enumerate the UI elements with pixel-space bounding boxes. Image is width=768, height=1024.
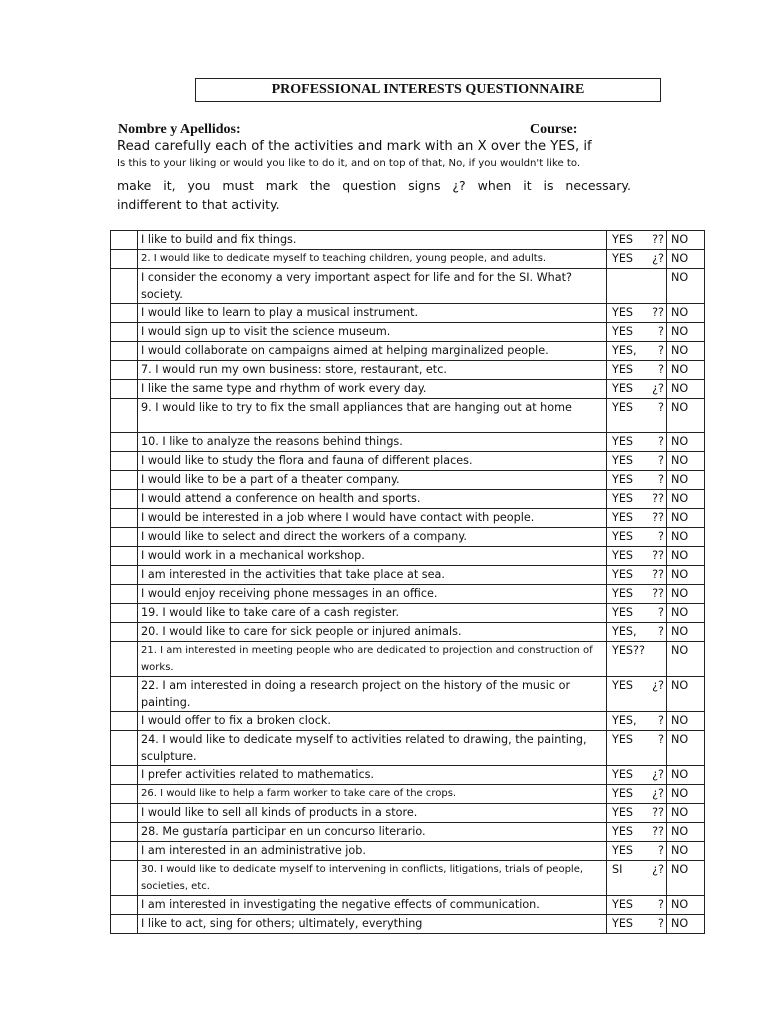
no-option[interactable]: NO bbox=[667, 528, 705, 547]
row-number-cell bbox=[111, 250, 138, 269]
row-number-cell bbox=[111, 361, 138, 380]
row-number-cell bbox=[111, 342, 138, 361]
yes-option[interactable]: SI bbox=[612, 863, 623, 876]
table-row bbox=[111, 509, 705, 528]
row-number-cell bbox=[111, 547, 138, 566]
table-row bbox=[111, 471, 705, 490]
table-row bbox=[111, 361, 705, 380]
yes-option[interactable]: YES bbox=[612, 435, 634, 448]
question-mark-option[interactable]: ? bbox=[658, 473, 664, 486]
row-number-cell bbox=[111, 380, 138, 399]
row-number-cell bbox=[111, 399, 138, 433]
yes-option[interactable]: YES bbox=[612, 454, 634, 467]
question-mark-option[interactable]: ? bbox=[658, 401, 664, 414]
question-mark-option[interactable]: ?? bbox=[652, 306, 664, 319]
table-row bbox=[111, 642, 705, 677]
yes-cell[interactable] bbox=[607, 380, 667, 399]
question-mark-option[interactable]: ¿? bbox=[652, 863, 664, 876]
yes-option[interactable]: YES bbox=[612, 549, 634, 562]
table-row bbox=[111, 231, 705, 250]
yes-cell[interactable] bbox=[607, 642, 667, 677]
yes-cell[interactable] bbox=[607, 896, 667, 915]
activity-text: I would collaborate on campaigns aimed at helping marginalized people. bbox=[138, 342, 607, 361]
row-number-cell bbox=[111, 642, 138, 677]
question-mark-option[interactable]: ? bbox=[658, 435, 664, 448]
activity-text: I am interested in an administrative job. bbox=[138, 842, 607, 861]
yes-cell[interactable] bbox=[607, 528, 667, 547]
activity-text: 2. I would like to dedicate myself to teaching children, young people, and adults. bbox=[138, 250, 607, 269]
question-mark-option[interactable]: ? bbox=[658, 733, 664, 746]
question-mark-option[interactable]: ? bbox=[658, 917, 664, 930]
yes-cell[interactable] bbox=[607, 452, 667, 471]
yes-option[interactable]: YES bbox=[612, 917, 634, 930]
question-mark-option[interactable]: ? bbox=[658, 625, 664, 638]
page-title: PROFESSIONAL INTERESTS QUESTIONNAIRE bbox=[195, 78, 661, 102]
no-option[interactable]: NO bbox=[667, 712, 705, 731]
question-mark-option[interactable]: ¿? bbox=[652, 252, 664, 265]
name-label: Nombre y Apellidos: bbox=[118, 122, 241, 137]
yes-cell[interactable] bbox=[607, 677, 667, 712]
no-option[interactable]: NO bbox=[667, 604, 705, 623]
activity-text: I would like to learn to play a musical instrument. bbox=[138, 304, 607, 323]
question-mark-option[interactable]: ?? bbox=[652, 492, 664, 505]
table-row bbox=[111, 528, 705, 547]
no-option[interactable]: NO bbox=[667, 231, 705, 250]
no-option[interactable]: NO bbox=[667, 342, 705, 361]
row-number-cell bbox=[111, 471, 138, 490]
no-option[interactable]: NO bbox=[667, 896, 705, 915]
yes-cell[interactable] bbox=[607, 804, 667, 823]
no-option[interactable]: NO bbox=[667, 804, 705, 823]
yes-cell[interactable] bbox=[607, 231, 667, 250]
yes-cell[interactable] bbox=[607, 304, 667, 323]
activity-text: 28. Me gustaría participar en un concurso literario. bbox=[138, 823, 607, 842]
activity-text: I would sign up to visit the science museum. bbox=[138, 323, 607, 342]
table-row bbox=[111, 566, 705, 585]
table-row bbox=[111, 490, 705, 509]
no-option[interactable]: NO bbox=[667, 323, 705, 342]
row-number-cell bbox=[111, 731, 138, 766]
question-mark-option[interactable]: ¿? bbox=[652, 768, 664, 781]
no-option[interactable]: NO bbox=[667, 304, 705, 323]
yes-option[interactable]: YES bbox=[612, 401, 634, 414]
instruction-line: indifferent to that activity. bbox=[117, 197, 280, 212]
activity-text: I would offer to fix a broken clock. bbox=[138, 712, 607, 731]
table-row bbox=[111, 731, 705, 766]
instruction-line: Is this to your liking or would you like to do it, and on top of that, No, if you wouldn't like to. bbox=[117, 158, 581, 169]
yes-cell[interactable] bbox=[607, 323, 667, 342]
yes-cell[interactable] bbox=[607, 842, 667, 861]
yes-option[interactable]: YES bbox=[612, 473, 634, 486]
row-number-cell bbox=[111, 712, 138, 731]
table-row bbox=[111, 604, 705, 623]
no-option[interactable]: NO bbox=[667, 642, 705, 677]
activity-text: I consider the economy a very important aspect for life and for the SI. What? society. bbox=[138, 269, 607, 304]
question-mark-option[interactable]: ? bbox=[658, 844, 664, 857]
table-row bbox=[111, 785, 705, 804]
table-row bbox=[111, 547, 705, 566]
table-row bbox=[111, 250, 705, 269]
question-mark-option[interactable]: ? bbox=[658, 363, 664, 376]
question-mark-option[interactable]: ¿? bbox=[652, 787, 664, 800]
yes-option[interactable]: YES bbox=[612, 382, 634, 395]
row-number-cell bbox=[111, 528, 138, 547]
yes-option[interactable]: YES bbox=[612, 511, 634, 524]
row-number-cell bbox=[111, 452, 138, 471]
no-option[interactable]: NO bbox=[667, 452, 705, 471]
no-option[interactable]: NO bbox=[667, 766, 705, 785]
activity-text: I would attend a conference on health and sports. bbox=[138, 490, 607, 509]
yes-option[interactable]: YES, bbox=[612, 344, 637, 357]
instruction-line: Read carefully each of the activities and mark with an X over the YES, if bbox=[117, 139, 592, 154]
yes-option[interactable]: YES bbox=[612, 898, 634, 911]
no-option[interactable]: NO bbox=[667, 380, 705, 399]
no-option[interactable]: NO bbox=[667, 915, 705, 934]
table-row bbox=[111, 766, 705, 785]
row-number-cell bbox=[111, 585, 138, 604]
question-mark-option[interactable]: ? bbox=[658, 714, 664, 727]
question-mark-option[interactable]: ?? bbox=[652, 511, 664, 524]
activity-text: 26. I would like to help a farm worker to take care of the crops. bbox=[138, 785, 607, 804]
no-option[interactable]: NO bbox=[667, 250, 705, 269]
yes-option[interactable]: YES, bbox=[612, 625, 637, 638]
no-option[interactable]: NO bbox=[667, 677, 705, 712]
yes-option[interactable]: YES bbox=[612, 233, 634, 246]
yes-cell[interactable] bbox=[607, 915, 667, 934]
yes-cell[interactable] bbox=[607, 471, 667, 490]
yes-option[interactable]: YES bbox=[612, 825, 634, 838]
yes-cell[interactable] bbox=[607, 342, 667, 361]
row-number-cell bbox=[111, 490, 138, 509]
activity-text: 30. I would like to dedicate myself to intervening in conflicts, litigations, trials of people, societies, etc. bbox=[138, 861, 607, 896]
activity-text: 21. I am interested in meeting people who are dedicated to projection and construction of works. bbox=[138, 642, 607, 677]
activity-text: I would like to study the flora and fauna of different places. bbox=[138, 452, 607, 471]
question-mark-option[interactable]: ? bbox=[658, 325, 664, 338]
yes-cell[interactable] bbox=[607, 433, 667, 452]
table-row bbox=[111, 304, 705, 323]
yes-cell[interactable] bbox=[607, 490, 667, 509]
activity-text: I would be interested in a job where I would have contact with people. bbox=[138, 509, 607, 528]
table-row bbox=[111, 823, 705, 842]
activity-text: I would work in a mechanical workshop. bbox=[138, 547, 607, 566]
instruction-line: make it, you must mark the question signs ¿? when it is necessary. bbox=[117, 178, 631, 193]
table-row bbox=[111, 861, 705, 896]
table-row bbox=[111, 585, 705, 604]
yes-cell[interactable] bbox=[607, 712, 667, 731]
row-number-cell bbox=[111, 509, 138, 528]
activity-text: I would enjoy receiving phone messages in an office. bbox=[138, 585, 607, 604]
activity-text: 10. I like to analyze the reasons behind things. bbox=[138, 433, 607, 452]
yes-cell[interactable] bbox=[607, 547, 667, 566]
question-mark-option[interactable]: ¿? bbox=[652, 382, 664, 395]
yes-cell[interactable] bbox=[607, 250, 667, 269]
yes-option[interactable]: YES bbox=[612, 587, 634, 600]
activity-text: 7. I would run my own business: store, restaurant, etc. bbox=[138, 361, 607, 380]
row-number-cell bbox=[111, 823, 138, 842]
yes-cell[interactable] bbox=[607, 731, 667, 766]
yes-cell[interactable] bbox=[607, 361, 667, 380]
no-option[interactable]: NO bbox=[667, 399, 705, 433]
yes-option[interactable]: YES?? bbox=[612, 644, 645, 657]
row-number-cell bbox=[111, 896, 138, 915]
no-option[interactable]: NO bbox=[667, 623, 705, 642]
row-number-cell bbox=[111, 304, 138, 323]
activity-text: I would like to be a part of a theater company. bbox=[138, 471, 607, 490]
activity-text: I would like to sell all kinds of products in a store. bbox=[138, 804, 607, 823]
table-row bbox=[111, 896, 705, 915]
question-mark-option[interactable]: ? bbox=[658, 344, 664, 357]
yes-cell[interactable] bbox=[607, 766, 667, 785]
question-mark-option[interactable]: ? bbox=[658, 530, 664, 543]
yes-option[interactable]: YES bbox=[612, 492, 634, 505]
yes-cell[interactable] bbox=[607, 399, 667, 433]
question-mark-option[interactable]: ?? bbox=[652, 825, 664, 838]
yes-option[interactable]: YES bbox=[612, 252, 634, 265]
row-number-cell bbox=[111, 269, 138, 304]
yes-option[interactable]: YES bbox=[612, 768, 634, 781]
yes-option[interactable]: YES, bbox=[612, 714, 637, 727]
course-label: Course: bbox=[530, 122, 578, 137]
yes-option[interactable]: YES bbox=[612, 606, 634, 619]
yes-cell[interactable] bbox=[607, 269, 667, 304]
table-row bbox=[111, 452, 705, 471]
yes-option[interactable]: YES bbox=[612, 787, 634, 800]
row-number-cell bbox=[111, 566, 138, 585]
no-option[interactable]: NO bbox=[667, 433, 705, 452]
yes-option[interactable]: YES bbox=[612, 733, 634, 746]
yes-option[interactable]: YES bbox=[612, 363, 634, 376]
activity-text: I would like to select and direct the workers of a company. bbox=[138, 528, 607, 547]
activity-text: 20. I would like to care for sick people or injured animals. bbox=[138, 623, 607, 642]
no-option[interactable]: NO bbox=[667, 566, 705, 585]
table-row bbox=[111, 323, 705, 342]
table-row bbox=[111, 677, 705, 712]
table-row bbox=[111, 269, 705, 304]
no-option[interactable]: NO bbox=[667, 471, 705, 490]
question-mark-option[interactable]: ?? bbox=[652, 549, 664, 562]
activity-text: I like to build and fix things. bbox=[138, 231, 607, 250]
row-number-cell bbox=[111, 677, 138, 712]
row-number-cell bbox=[111, 433, 138, 452]
yes-cell[interactable] bbox=[607, 585, 667, 604]
table-row bbox=[111, 623, 705, 642]
questionnaire-table bbox=[110, 230, 705, 934]
yes-cell[interactable] bbox=[607, 785, 667, 804]
question-mark-option[interactable]: ?? bbox=[652, 806, 664, 819]
question-mark-option[interactable]: ¿? bbox=[652, 679, 664, 692]
yes-cell[interactable] bbox=[607, 823, 667, 842]
yes-option[interactable]: YES bbox=[612, 530, 634, 543]
yes-option[interactable]: YES bbox=[612, 325, 634, 338]
row-number-cell bbox=[111, 604, 138, 623]
activity-text: 19. I would like to take care of a cash register. bbox=[138, 604, 607, 623]
no-option[interactable]: NO bbox=[667, 861, 705, 896]
activity-text: 24. I would like to dedicate myself to activities related to drawing, the painting, sculpture. bbox=[138, 731, 607, 766]
question-mark-option[interactable]: ? bbox=[658, 898, 664, 911]
row-number-cell bbox=[111, 231, 138, 250]
row-number-cell bbox=[111, 804, 138, 823]
table-row bbox=[111, 380, 705, 399]
activity-text: 22. I am interested in doing a research project on the history of the music or painting. bbox=[138, 677, 607, 712]
row-number-cell bbox=[111, 623, 138, 642]
row-number-cell bbox=[111, 785, 138, 804]
table-row bbox=[111, 804, 705, 823]
activity-text: I prefer activities related to mathematics. bbox=[138, 766, 607, 785]
activity-text: I like to act, sing for others; ultimately, everything bbox=[138, 915, 607, 934]
table-row bbox=[111, 342, 705, 361]
row-number-cell bbox=[111, 915, 138, 934]
no-option[interactable]: NO bbox=[667, 731, 705, 766]
no-option[interactable]: NO bbox=[667, 823, 705, 842]
question-mark-option[interactable]: ?? bbox=[652, 587, 664, 600]
row-number-cell bbox=[111, 842, 138, 861]
question-mark-option[interactable]: ?? bbox=[652, 233, 664, 246]
yes-cell[interactable] bbox=[607, 623, 667, 642]
yes-option[interactable]: YES bbox=[612, 806, 634, 819]
activity-text: I am interested in investigating the negative effects of communication. bbox=[138, 896, 607, 915]
question-mark-option[interactable]: ? bbox=[658, 454, 664, 467]
no-option[interactable]: NO bbox=[667, 585, 705, 604]
table-row bbox=[111, 399, 705, 433]
table-row bbox=[111, 842, 705, 861]
no-option[interactable]: NO bbox=[667, 547, 705, 566]
activity-text: I like the same type and rhythm of work every day. bbox=[138, 380, 607, 399]
yes-cell[interactable] bbox=[607, 604, 667, 623]
activity-text: 9. I would like to try to fix the small appliances that are hanging out at home bbox=[138, 399, 607, 433]
question-mark-option[interactable]: ? bbox=[658, 606, 664, 619]
row-number-cell bbox=[111, 323, 138, 342]
yes-option[interactable]: YES bbox=[612, 568, 634, 581]
yes-cell[interactable] bbox=[607, 566, 667, 585]
activity-text: I am interested in the activities that take place at sea. bbox=[138, 566, 607, 585]
no-option[interactable]: NO bbox=[667, 509, 705, 528]
row-number-cell bbox=[111, 766, 138, 785]
table-row bbox=[111, 915, 705, 934]
yes-option[interactable]: YES bbox=[612, 306, 634, 319]
question-mark-option[interactable]: ?? bbox=[652, 568, 664, 581]
no-option[interactable]: NO bbox=[667, 361, 705, 380]
yes-option[interactable]: YES bbox=[612, 844, 634, 857]
yes-option[interactable]: YES bbox=[612, 679, 634, 692]
no-option[interactable]: NO bbox=[667, 842, 705, 861]
no-option[interactable]: NO bbox=[667, 269, 705, 304]
table-row bbox=[111, 712, 705, 731]
yes-cell[interactable] bbox=[607, 509, 667, 528]
yes-cell[interactable] bbox=[607, 861, 667, 896]
row-number-cell bbox=[111, 861, 138, 896]
no-option[interactable]: NO bbox=[667, 490, 705, 509]
no-option[interactable]: NO bbox=[667, 785, 705, 804]
table-row bbox=[111, 433, 705, 452]
